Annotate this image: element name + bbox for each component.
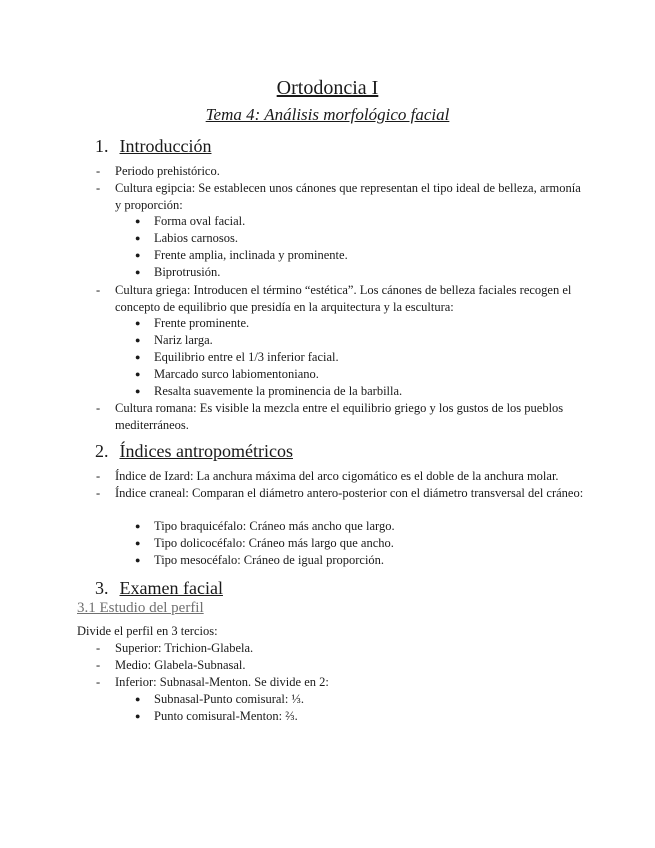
section-title: Introducción bbox=[119, 136, 212, 156]
bullet-item: Subnasal-Punto comisural: ⅓. bbox=[154, 692, 304, 706]
list-item: Cultura griega: Introducen el término “estética”. Los cánones de belleza faciales recogen el concepto de equilibrio que presidía en la arquitectura y la escultura: bbox=[115, 283, 572, 314]
document-title: Ortodoncia I bbox=[276, 77, 379, 99]
section-number: 2. bbox=[95, 441, 109, 461]
bullet-item: Tipo dolicocéfalo: Cráneo más largo que ancho. bbox=[154, 536, 394, 550]
list-item: Índice craneal: Comparan el diámetro antero-posterior con el diámetro transversal del cráneo: bbox=[115, 486, 584, 500]
bullet-item: Punto comisural-Menton: ⅔. bbox=[154, 709, 298, 723]
section-heading-introduccion bbox=[95, 135, 211, 157]
list-item: Periodo prehistórico. bbox=[115, 164, 220, 178]
bullet-marker: ● bbox=[135, 694, 141, 704]
section-heading-indices bbox=[95, 440, 293, 462]
dash-marker: - bbox=[96, 181, 101, 195]
paragraph: Divide el perfil en 3 tercios: bbox=[77, 624, 218, 638]
section-number: 1. bbox=[95, 136, 109, 156]
bullet-marker: ● bbox=[135, 386, 141, 396]
list-item: Índice de Izard: La anchura máxima del arco cigomático es el doble de la anchura molar. bbox=[115, 469, 559, 483]
bullet-item: Tipo braquicéfalo: Cráneo más ancho que largo. bbox=[154, 519, 395, 533]
dash-marker: - bbox=[96, 658, 101, 672]
dash-marker: - bbox=[96, 401, 101, 415]
bullet-marker: ● bbox=[135, 216, 141, 226]
section-heading-examen bbox=[95, 577, 223, 599]
bullet-item: Biprotrusión. bbox=[154, 265, 221, 279]
list-item: Superior: Trichion-Glabela. bbox=[115, 641, 254, 655]
bullet-marker: ● bbox=[135, 711, 141, 721]
dash-marker: - bbox=[96, 675, 101, 689]
bullet-item: Frente amplia, inclinada y prominente. bbox=[154, 248, 348, 262]
bullet-marker: ● bbox=[135, 318, 141, 328]
bullet-item: Forma oval facial. bbox=[154, 214, 246, 228]
bullet-marker: ● bbox=[135, 521, 141, 531]
bullet-marker: ● bbox=[135, 555, 141, 565]
bullet-item: Labios carnosos. bbox=[154, 231, 239, 245]
dash-marker: - bbox=[96, 283, 101, 297]
dash-marker: - bbox=[96, 469, 101, 483]
section-title: Índices antropométricos bbox=[119, 441, 293, 461]
bullet-item: Nariz larga. bbox=[154, 333, 213, 347]
bullet-item: Marcado surco labiomentoniano. bbox=[154, 367, 319, 381]
section-number: 3. bbox=[95, 578, 109, 598]
dash-marker: - bbox=[96, 486, 101, 500]
list-item: Medio: Glabela-Subnasal. bbox=[115, 658, 246, 672]
list-item: Cultura romana: Es visible la mezcla entre el equilibrio griego y los gustos de los pueblos mediterráneos. bbox=[115, 401, 564, 432]
subsection-heading: 3.1 Estudio del perfil bbox=[77, 600, 204, 616]
bullet-marker: ● bbox=[135, 352, 141, 362]
bullet-item: Frente prominente. bbox=[154, 316, 250, 330]
dash-marker: - bbox=[96, 164, 101, 178]
bullet-marker: ● bbox=[135, 538, 141, 548]
bullet-marker: ● bbox=[135, 369, 141, 379]
dash-marker: - bbox=[96, 641, 101, 655]
list-item: Cultura egipcia: Se establecen unos cánones que representan el tipo ideal de belleza, armonía y proporción: bbox=[115, 181, 581, 212]
bullet-item: Tipo mesocéfalo: Cráneo de igual proporción. bbox=[154, 553, 385, 567]
bullet-marker: ● bbox=[135, 267, 141, 277]
bullet-marker: ● bbox=[135, 335, 141, 345]
section-title: Examen facial bbox=[119, 578, 223, 598]
bullet-item: Equilibrio entre el 1/3 inferior facial. bbox=[154, 350, 339, 364]
bullet-marker: ● bbox=[135, 250, 141, 260]
document-subtitle: Tema 4: Análisis morfológico facial bbox=[205, 105, 450, 124]
bullet-item: Resalta suavemente la prominencia de la barbilla. bbox=[154, 384, 403, 398]
bullet-marker: ● bbox=[135, 233, 141, 243]
list-item: Inferior: Subnasal-Menton. Se divide en 2: bbox=[115, 675, 329, 689]
